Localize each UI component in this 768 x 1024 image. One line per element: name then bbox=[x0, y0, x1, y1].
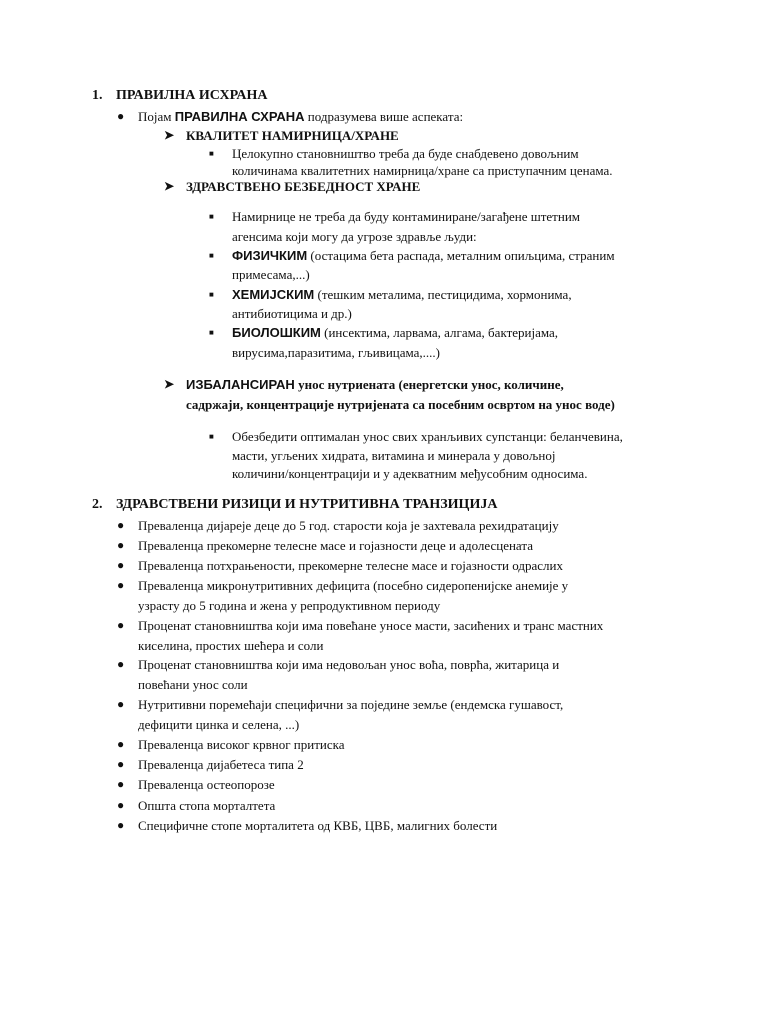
list-item: Преваленца остеопорозе bbox=[138, 777, 275, 792]
list-item: повећани унос соли bbox=[138, 677, 248, 692]
list-item: Целокупно становништво треба да буде снабдевено довољним bbox=[232, 146, 579, 161]
square-bullet-icon: ■ bbox=[209, 212, 214, 221]
list-item: примесама,...) bbox=[232, 267, 310, 282]
list-item: Проценат становништва који има недовољан унос воћа, поврћа, житарица и bbox=[138, 657, 560, 672]
list-item: количинама квалитетних намирница/хране са приступачним ценама. bbox=[232, 163, 613, 178]
list-item: киселина, простих шећера и соли bbox=[138, 638, 324, 653]
bullet-dot-icon: ● bbox=[117, 818, 125, 832]
arrow-head-icon: ➤ bbox=[164, 179, 175, 193]
list-item: Нутритивни поремећаји специфични за поједине земље (ендемска гушавост, bbox=[138, 697, 564, 712]
bullet-dot-icon: ● bbox=[117, 737, 125, 751]
list-item: ФИЗИЧКИМ (остацима бета распада, металним опиљцима, страним bbox=[232, 248, 615, 263]
list-item: Намирнице не треба да буду контаминиране/загађене штетним bbox=[232, 209, 580, 224]
list-item: дефицити цинка и селена, ...) bbox=[138, 717, 300, 732]
list-item: агенсима који могу да угрозе здравље људи: bbox=[232, 229, 477, 244]
square-bullet-icon: ■ bbox=[209, 328, 214, 337]
square-bullet-icon: ■ bbox=[209, 149, 214, 158]
aspect-balance-line-2: садржаји, концентрације нутријената са посебним освртом на унос воде) bbox=[186, 397, 615, 412]
list-item: количини/концентрацији и у адекватним међусобним односима. bbox=[232, 466, 588, 481]
list-item: Обезбедити оптималан унос свих хранљивих супстанци: беланчевина, bbox=[232, 429, 623, 444]
list-item: Специфичне стопе морталитета од КВБ, ЦВБ, малигних болести bbox=[138, 818, 498, 833]
list-item: Општа стопа морталтета bbox=[138, 798, 276, 813]
section-1-number: 1. bbox=[92, 88, 103, 103]
bullet-dot-icon: ● bbox=[117, 109, 125, 123]
list-item: антибиотицима и др.) bbox=[232, 306, 352, 321]
list-item: масти, угљених хидрата, витамина и минерала у довољној bbox=[232, 448, 556, 463]
list-item: Преваленца дијабетеса типа 2 bbox=[138, 757, 304, 772]
section-2-number: 2. bbox=[92, 497, 103, 512]
bullet-dot-icon: ● bbox=[117, 697, 125, 711]
square-bullet-icon: ■ bbox=[209, 251, 214, 260]
aspect-balance-title: ИЗБАЛАНСИРАН унос нутриената (енергетски унос, количине, bbox=[186, 377, 564, 392]
arrow-head-icon: ➤ bbox=[164, 128, 175, 142]
section-1-title: ПРАВИЛНА ИСХРАНА bbox=[116, 88, 268, 103]
aspect-safety-title: ЗДРАВСТВЕНО БЕЗБЕДНОСТ ХРАНЕ bbox=[186, 179, 421, 194]
arrow-head-icon: ➤ bbox=[164, 377, 175, 391]
bullet-dot-icon: ● bbox=[117, 518, 125, 532]
bullet-dot-icon: ● bbox=[117, 657, 125, 671]
intro-line: Појам ПРАВИЛНА СХРАНА подразумева више аспеката: bbox=[138, 109, 464, 124]
aspect-quality-title: КВАЛИТЕТ НАМИРНИЦА/ХРАНЕ bbox=[186, 128, 399, 143]
bullet-dot-icon: ● bbox=[117, 558, 125, 572]
bullet-dot-icon: ● bbox=[117, 798, 125, 812]
bullet-dot-icon: ● bbox=[117, 618, 125, 632]
list-item: Преваленца прекомерне телесне масе и гојазности деце и адолесцената bbox=[138, 538, 533, 553]
list-item: ХЕМИЈСКИМ (тешким металима, пестицидима, хормонима, bbox=[232, 287, 572, 302]
list-item: узрасту до 5 година и жена у репродуктивном периоду bbox=[138, 598, 441, 613]
square-bullet-icon: ■ bbox=[209, 290, 214, 299]
bullet-dot-icon: ● bbox=[117, 777, 125, 791]
bullet-dot-icon: ● bbox=[117, 578, 125, 592]
list-item: Преваленца микронутритивних дефицита (посебно сидеропенијске анемије у bbox=[138, 578, 569, 593]
bullet-dot-icon: ● bbox=[117, 538, 125, 552]
list-item: вирусима,паразитима, гљивицама,....) bbox=[232, 345, 440, 360]
section-2-title: ЗДРАВСТВЕНИ РИЗИЦИ И НУТРИТИВНА ТРАНЗИЦИЈА bbox=[116, 497, 498, 512]
list-item: Проценат становништва који има повећане уносе масти, засићених и транс мастних bbox=[138, 618, 604, 633]
bullet-dot-icon: ● bbox=[117, 757, 125, 771]
list-item: Преваленца дијареје деце до 5 год. старости која је захтевала рехидратацију bbox=[138, 518, 559, 533]
list-item: Преваленца потхрањености, прекомерне телесне масе и гојазности одраслих bbox=[138, 558, 563, 573]
list-item: Преваленца високог крвног притиска bbox=[138, 737, 345, 752]
list-item: БИОЛОШКИМ (инсектима, ларвама, алгама, бактеријама, bbox=[232, 325, 559, 340]
square-bullet-icon: ■ bbox=[209, 432, 214, 441]
